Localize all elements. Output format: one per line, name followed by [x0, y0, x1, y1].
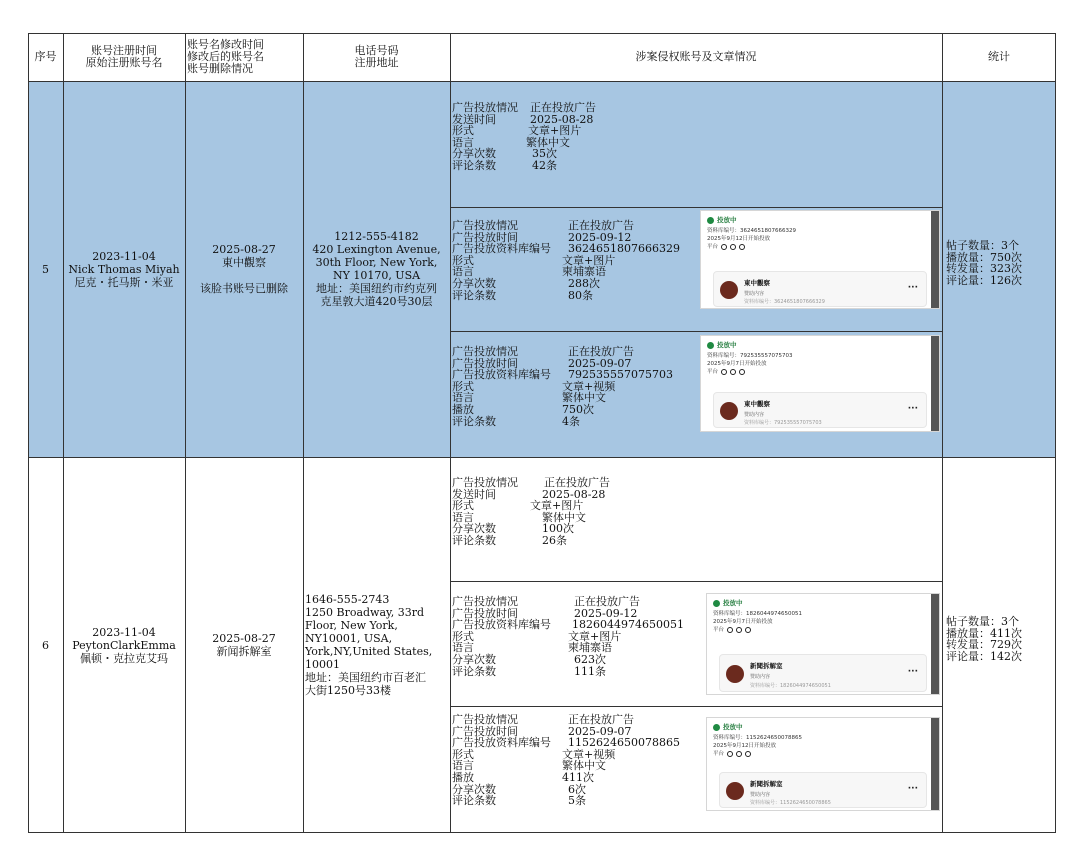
check-icon: [707, 217, 714, 224]
case-table: [28, 33, 1056, 833]
check-icon: [713, 724, 720, 731]
sponsor-account: 東中觀察 赞助内容 资料库编号：3624651807666329 ···: [713, 271, 927, 307]
more-icon: ···: [907, 667, 918, 677]
row-5-phone: 1212-555-4182 420 Lexington Avenue, 30th Floor, New York, NY 10170, USA 地址：美国纽约市约克列 克星敦大道420号30层: [312, 230, 441, 308]
row-5-case-2-ad-card: 投放中 资料库编号：3624651807666329 2025年9月12日开始投放 平台 東中觀察 赞助内容 资料库编号：3624651807666329 ···: [700, 210, 940, 309]
row-5-case-3: 广告投放情况 正在投放广告 广告投放时间 2025-09-07 广告投放资料库编号 792535557075703 形式 文章+视频 语言 繁体中文 播放 750次 评论条数 4条: [452, 345, 673, 428]
row-5-modify: 2025-08-27 東中觀察 该脸书账号已删除: [200, 243, 288, 295]
row-6-phone: 1646-555-2743 1250 Broadway, 33rd Floor, New York, NY10001, USA, York,NY,United States, 10001 地址：美国纽约市百老汇 大街1250号33楼: [305, 593, 433, 697]
row-5-case-2: 广告投放情况 正在投放广告 广告投放时间 2025-09-12 广告投放资料库编号 3624651807666329 形式 文章+图片 语言 柬埔寨语 分享次数 288次 评论条数 80条: [452, 219, 680, 302]
row-6-modify: 2025-08-27 新闻拆解室: [212, 632, 276, 658]
facebook-icon: [721, 369, 727, 375]
row-6-case-2: 广告投放情况 正在投放广告 广告投放时间 2025-09-12 广告投放资料库编号 1826044974650051 形式 文章+图片 语言 柬埔寨语 分享次数 623次 评论条数 111条: [452, 595, 684, 678]
header-cases: 涉案侵权账号及文章情况: [635, 50, 757, 63]
messenger-icon: [739, 369, 745, 375]
more-icon: ···: [907, 283, 918, 293]
row-6-case-3-ad-card: 投放中 资料库编号：1152624650078865 2025年9月12日开始投放 平台 新聞拆解室 赞助内容 资料库编号：1152624650078865 ···: [706, 717, 940, 811]
avatar: [720, 402, 738, 420]
header-phone: 电话号码 注册地址: [354, 44, 399, 69]
avatar: [726, 782, 744, 800]
row-5-stats: [946, 240, 1022, 286]
stat-views: 播放量：750次: [946, 250, 1022, 264]
stat-comments: 评论量：126次: [946, 273, 1022, 287]
messenger-icon: [745, 627, 751, 633]
instagram-icon: [736, 751, 742, 757]
stat-shares: 转发量：729次: [946, 638, 1022, 652]
stat-posts: 帖子数量：3个: [946, 239, 1019, 252]
instagram-icon: [730, 369, 736, 375]
row-6-stats: [946, 616, 1022, 662]
check-icon: [713, 600, 720, 607]
row-5-case-3-ad-card: 投放中 资料库编号：792535557075703 2025年9月7日开始投放 平台 東中觀察 赞助内容 资料库编号：792535557075703 ···: [700, 335, 940, 432]
avatar: [726, 665, 744, 683]
check-icon: [707, 342, 714, 349]
header-register: 账号注册时间 原始注册账号名: [85, 44, 163, 69]
stat-posts: 帖子数量：3个: [946, 615, 1019, 628]
row-5-register: 2023-11-04 Nick Thomas Miyah 尼克・托马斯・米亚: [68, 249, 180, 289]
header-seq: 序号: [34, 50, 57, 63]
row-6-seq: 6: [42, 638, 49, 652]
more-icon: ···: [907, 784, 918, 794]
row-6-case-3: 广告投放情况 正在投放广告 广告投放时间 2025-09-07 广告投放资料库编号 1152624650078865 形式 文章+视频 语言 繁体中文 播放 411次 分享次数 6次 评论条数 5条: [452, 713, 680, 808]
header-modify: 账号名修改时间 修改后的账号名 账号删除情况: [187, 38, 264, 75]
stat-shares: 转发量：323次: [946, 262, 1022, 276]
messenger-icon: [745, 751, 751, 757]
instagram-icon: [730, 244, 736, 250]
row-6-case-1: 广告投放情况 正在投放广告 发送时间 2025-08-28 形式 文章+图片 语言 繁体中文 分享次数 100次 评论条数 26条: [452, 476, 610, 547]
more-icon: ···: [907, 404, 918, 414]
sponsor-account: 東中觀察 赞助内容 资料库编号：792535557075703 ···: [713, 392, 927, 428]
sponsor-account: 新聞拆解室 赞助内容 资料库编号：1152624650078865 ···: [719, 772, 927, 808]
row-5-seq: 5: [42, 262, 49, 276]
facebook-icon: [727, 627, 733, 633]
facebook-icon: [721, 244, 727, 250]
instagram-icon: [736, 627, 742, 633]
messenger-icon: [739, 244, 745, 250]
stat-comments: 评论量：142次: [946, 649, 1022, 663]
stat-views: 播放量：411次: [946, 626, 1022, 640]
row-6-case-2-ad-card: 投放中 资料库编号：1826044974650051 2025年9月7日开始投放 平台 新聞拆解室 赞助内容 资料库编号：1826044974650051 ···: [706, 593, 940, 695]
sponsor-account: 新聞拆解室 赞助内容 资料库编号：1826044974650051 ···: [719, 654, 927, 692]
row-6-register: 2023-11-04 PeytonClarkEmma 佩顿・克拉克艾玛: [72, 625, 176, 665]
avatar: [720, 281, 738, 299]
row-5-case-1: 广告投放情况 正在投放广告 发送时间 2025-08-28 形式 文章+图片 语言 繁体中文 分享次数 35次 评论条数 42条: [452, 101, 596, 172]
header-stats: 统计: [988, 50, 1010, 63]
facebook-icon: [727, 751, 733, 757]
